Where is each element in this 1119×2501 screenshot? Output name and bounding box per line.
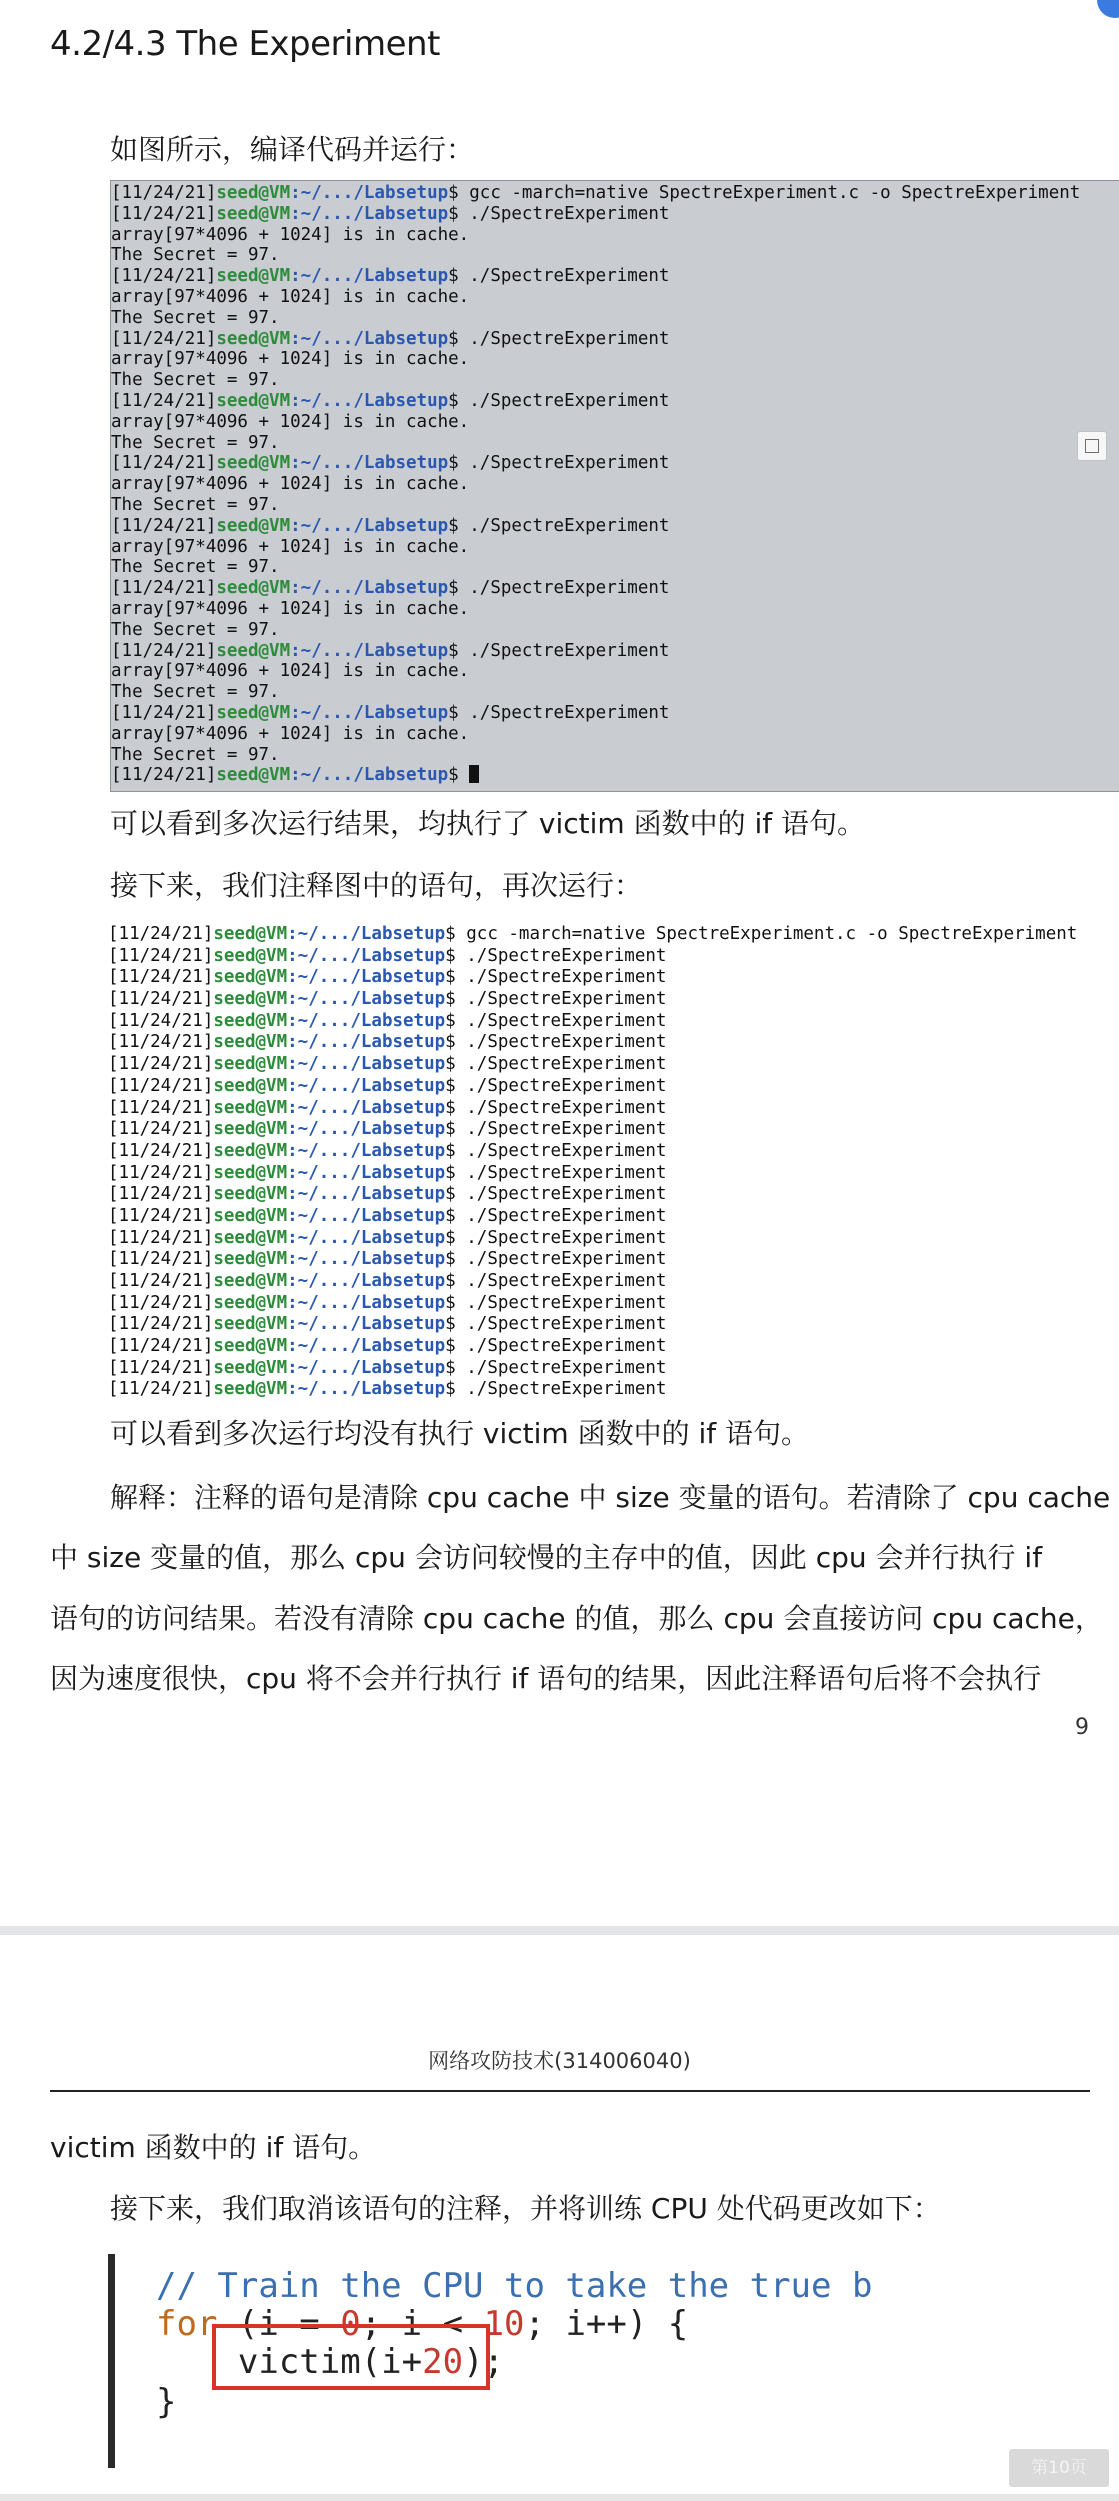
- page-divider: [0, 1926, 1119, 1935]
- prompt-user: seed@VM: [213, 1336, 288, 1357]
- prompt-user: seed@VM: [216, 453, 291, 474]
- code-line-2: for (i = 0; i < 10; i++) {: [156, 2304, 689, 2344]
- prompt-user: seed@VM: [213, 1097, 288, 1118]
- prompt-path: :~/.../Labsetup: [287, 1097, 446, 1118]
- prompt-timestamp: [11/24/21]: [108, 1140, 214, 1161]
- prompt-command: $ ./SpectreExperiment: [445, 1054, 667, 1075]
- prompt-command: $ ./SpectreExperiment: [445, 1271, 667, 1291]
- prompt-path: :~/.../Labsetup: [290, 183, 449, 203]
- terminal-prompt-line: [111, 578, 1080, 599]
- code-line-4: }: [156, 2382, 177, 2422]
- prompt-user: seed@VM: [213, 1227, 288, 1248]
- result-text-1: 可以看到多次运行结果，均执行了 victim 函数中的 if 语句。: [110, 807, 866, 840]
- prompt-command: $ ./SpectreExperiment: [445, 1227, 667, 1248]
- terminal-prompt-line: [108, 967, 1077, 989]
- prompt-path: :~/.../Labsetup: [287, 945, 446, 966]
- terminal-prompt-line: [111, 703, 1080, 724]
- prompt-command: $ ./SpectreExperiment: [445, 1292, 667, 1313]
- prompt-timestamp: [11/24/21]: [108, 924, 214, 944]
- prompt-user: seed@VM: [213, 967, 288, 988]
- terminal-output-line: array[97*4096 + 1024] is in cache.: [111, 661, 470, 682]
- result-text-2: 可以看到多次运行均没有执行 victim 函数中的 if 语句。: [110, 1417, 810, 1450]
- prompt-timestamp: [11/24/21]: [111, 702, 217, 723]
- prompt-command: $ ./SpectreExperiment: [448, 578, 670, 599]
- terminal-prompt-line: [108, 1314, 1077, 1336]
- prompt-command: $ ./SpectreExperiment: [445, 1032, 667, 1053]
- prompt-timestamp: [11/24/21]: [111, 203, 217, 224]
- prompt-user: seed@VM: [213, 1205, 288, 1226]
- prompt-command: $ ./SpectreExperiment: [445, 1162, 667, 1183]
- terminal-prompt-line: [111, 183, 1080, 204]
- terminal-prompt-line: [108, 924, 1077, 946]
- page-indicator-button[interactable]: 第10页: [1009, 2449, 1109, 2487]
- prompt-user: seed@VM: [213, 1010, 288, 1031]
- prompt-command: $ ./SpectreExperiment: [448, 203, 670, 224]
- prompt-user: seed@VM: [213, 1054, 288, 1075]
- prompt-command: $ ./SpectreExperiment: [445, 1097, 667, 1118]
- prompt-path: :~/.../Labsetup: [287, 1271, 446, 1291]
- prompt-command: $ ./SpectreExperiment: [445, 1336, 667, 1357]
- terminal-prompt-line: [108, 1228, 1077, 1250]
- prompt-path: :~/.../Labsetup: [290, 702, 449, 723]
- prompt-timestamp: [11/24/21]: [108, 1271, 214, 1291]
- running-header: 网络攻防技术(314006040): [428, 2049, 691, 2073]
- terminal-output-line: array[97*4096 + 1024] is in cache.: [111, 474, 470, 495]
- prompt-timestamp: [11/24/21]: [108, 1054, 214, 1075]
- prompt-path: :~/.../Labsetup: [287, 1140, 446, 1161]
- terminal-prompt-line: [111, 204, 1080, 225]
- terminal-prompt-line: [111, 329, 1080, 350]
- prompt-user: seed@VM: [216, 765, 291, 786]
- prompt-path: :~/.../Labsetup: [287, 1119, 446, 1140]
- prompt-command: $ ./SpectreExperiment: [445, 1379, 667, 1400]
- prompt-command: $ ./SpectreExperiment: [445, 989, 667, 1010]
- prompt-user: seed@VM: [213, 1249, 288, 1270]
- prompt-path: :~/.../Labsetup: [287, 1227, 446, 1248]
- prompt-path: :~/.../Labsetup: [287, 1379, 446, 1400]
- prompt-timestamp: [11/24/21]: [111, 266, 217, 287]
- prompt-command: $ ./SpectreExperiment: [448, 266, 670, 287]
- prompt-timestamp: [11/24/21]: [111, 578, 217, 599]
- prompt-user: seed@VM: [216, 203, 291, 224]
- prompt-path: :~/.../Labsetup: [290, 266, 449, 287]
- intro-text: 如图所示，编译代码并运行：: [110, 133, 475, 166]
- terminal-prompt-line: [108, 1141, 1077, 1163]
- prompt-user: seed@VM: [216, 266, 291, 287]
- terminal-output-line: The Secret = 97.: [111, 307, 280, 328]
- explanation-line-4: 因为速度很快，cpu 将不会并行执行 if 语句的结果，因此注释语句后将不会执行: [50, 1662, 1042, 1695]
- code-line-1: // Train the CPU to take the true b: [156, 2266, 873, 2306]
- terminal-output-line: The Secret = 97.: [111, 557, 280, 578]
- terminal-prompt-line: [108, 1336, 1077, 1358]
- bottom-edge: [0, 2494, 1119, 2501]
- prompt-timestamp: [11/24/21]: [111, 640, 217, 661]
- terminal-prompt-line: [108, 1293, 1077, 1315]
- explanation-line-3: 语句的访问结果。若没有清除 cpu cache 的值，那么 cpu 会直接访问 cpu cache，: [50, 1602, 1103, 1635]
- prompt-timestamp: [11/24/21]: [108, 1379, 214, 1400]
- prompt-timestamp: [11/24/21]: [111, 453, 217, 474]
- prompt-timestamp: [11/24/21]: [111, 765, 217, 786]
- terminal-prompt-line: [111, 765, 1080, 786]
- terminal-prompt-line: [111, 453, 1080, 474]
- terminal-output-line: The Secret = 97.: [111, 370, 280, 391]
- prompt-timestamp: [11/24/21]: [108, 1205, 214, 1226]
- terminal-prompt-line: [111, 391, 1080, 412]
- terminal-output-line: The Secret = 97.: [111, 744, 280, 765]
- terminal-output-line: array[97*4096 + 1024] is in cache.: [111, 349, 470, 370]
- prompt-command: $ ./SpectreExperiment: [448, 453, 670, 474]
- terminal-output-line: array[97*4096 + 1024] is in cache.: [111, 286, 470, 307]
- prompt-timestamp: [11/24/21]: [111, 390, 217, 411]
- prompt-command: $ ./SpectreExperiment: [445, 1119, 667, 1140]
- terminal-output-line: array[97*4096 + 1024] is in cache.: [111, 224, 470, 245]
- terminal-prompt-line: [108, 1358, 1077, 1380]
- prompt-timestamp: [11/24/21]: [108, 1314, 214, 1335]
- prompt-path: :~/.../Labsetup: [287, 1292, 446, 1313]
- prompt-path: :~/.../Labsetup: [287, 1314, 446, 1335]
- prompt-timestamp: [11/24/21]: [108, 1010, 214, 1031]
- prompt-timestamp: [11/24/21]: [108, 1162, 214, 1183]
- prompt-path: :~/.../Labsetup: [287, 924, 446, 944]
- prompt-user: seed@VM: [213, 924, 288, 944]
- code-line-3: victim(i+20);: [156, 2342, 505, 2382]
- prompt-timestamp: [11/24/21]: [108, 1119, 214, 1140]
- prompt-user: seed@VM: [213, 1271, 288, 1291]
- prompt-user: seed@VM: [216, 702, 291, 723]
- code-left-bar: [108, 2254, 115, 2468]
- corner-badge-icon[interactable]: [1097, 0, 1119, 18]
- terminal-output-line: array[97*4096 + 1024] is in cache.: [111, 598, 470, 619]
- highlight-box: [212, 2324, 490, 2390]
- next-text-2: 接下来，我们取消该语句的注释，并将训练 CPU 处代码更改如下：: [110, 2192, 941, 2225]
- prompt-path: :~/.../Labsetup: [287, 1010, 446, 1031]
- code-snippet: [108, 2254, 978, 2468]
- prompt-user: seed@VM: [213, 1357, 288, 1378]
- prompt-command: $ ./SpectreExperiment: [445, 1249, 667, 1270]
- terminal-screenshot-1: [110, 180, 1119, 792]
- terminal-cursor: [469, 765, 479, 783]
- prompt-path: :~/.../Labsetup: [287, 989, 446, 1010]
- prompt-user: seed@VM: [213, 1379, 288, 1400]
- prompt-user: seed@VM: [213, 1140, 288, 1161]
- prompt-user: seed@VM: [213, 945, 288, 966]
- prompt-path: :~/.../Labsetup: [287, 1032, 446, 1053]
- prompt-command: $ ./SpectreExperiment: [445, 967, 667, 988]
- prompt-timestamp: [11/24/21]: [108, 1097, 214, 1118]
- terminal-prompt-line: [108, 1163, 1077, 1185]
- prompt-command: $ ./SpectreExperiment: [445, 1010, 667, 1031]
- terminal-prompt-line: [108, 1119, 1077, 1141]
- prompt-command: $ ./SpectreExperiment: [445, 945, 667, 966]
- prompt-timestamp: [11/24/21]: [108, 967, 214, 988]
- terminal-screenshot-2: [108, 922, 1119, 1408]
- terminal-prompt-line: [108, 1184, 1077, 1206]
- section-heading: 4.2/4.3 The Experiment: [50, 24, 440, 64]
- prompt-timestamp: [11/24/21]: [111, 183, 217, 203]
- prompt-path: :~/.../Labsetup: [287, 1054, 446, 1075]
- prompt-path: :~/.../Labsetup: [290, 515, 449, 536]
- terminal-prompt-line: [108, 1271, 1077, 1293]
- prompt-user: seed@VM: [213, 1075, 288, 1096]
- terminal-prompt-line: [108, 1032, 1077, 1054]
- prompt-timestamp: [11/24/21]: [108, 1184, 214, 1205]
- prompt-timestamp: [11/24/21]: [108, 1357, 214, 1378]
- prompt-user: seed@VM: [213, 1162, 288, 1183]
- prompt-command: $ ./SpectreExperiment: [448, 640, 670, 661]
- terminal-output-line: The Secret = 97.: [111, 682, 280, 703]
- prompt-user: seed@VM: [213, 989, 288, 1010]
- terminal-output-line: The Secret = 97.: [111, 245, 280, 266]
- terminal-prompt-line: [108, 1206, 1077, 1228]
- terminal-lines: [111, 183, 1080, 786]
- prompt-path: :~/.../Labsetup: [287, 1205, 446, 1226]
- prompt-command: $ ./SpectreExperiment: [445, 1184, 667, 1205]
- prompt-path: :~/.../Labsetup: [287, 967, 446, 988]
- prompt-path: :~/.../Labsetup: [290, 640, 449, 661]
- prompt-command: $ ./SpectreExperiment: [448, 328, 670, 349]
- terminal-prompt-line: [111, 266, 1080, 287]
- next-text: 接下来，我们注释图中的语句，再次运行：: [110, 869, 643, 902]
- prompt-user: seed@VM: [216, 183, 291, 203]
- prompt-path: :~/.../Labsetup: [287, 1075, 446, 1096]
- prompt-path: :~/.../Labsetup: [290, 453, 449, 474]
- prompt-command: $ gcc -march=native SpectreExperiment.c -o SpectreExperiment: [448, 183, 1081, 203]
- prompt-command: $ ./SpectreExperiment: [448, 515, 670, 536]
- terminal-prompt-line: [108, 989, 1077, 1011]
- prompt-timestamp: [11/24/21]: [108, 1336, 214, 1357]
- terminal-prompt-line: [108, 1054, 1077, 1076]
- prompt-path: :~/.../Labsetup: [287, 1162, 446, 1183]
- prompt-command: $ ./SpectreExperiment: [445, 1314, 667, 1335]
- prompt-timestamp: [11/24/21]: [108, 1249, 214, 1270]
- prompt-path: :~/.../Labsetup: [290, 578, 449, 599]
- prompt-timestamp: [11/24/21]: [108, 945, 214, 966]
- continuation-text: victim 函数中的 if 语句。: [50, 2131, 377, 2164]
- terminal-output-line: array[97*4096 + 1024] is in cache.: [111, 723, 470, 744]
- prompt-user: seed@VM: [216, 390, 291, 411]
- terminal-lines: [108, 924, 1077, 1401]
- terminal-output-line: The Secret = 97.: [111, 432, 280, 453]
- prompt-command: $ gcc -march=native SpectreExperiment.c -o SpectreExperiment: [445, 924, 1078, 944]
- terminal-output-line: array[97*4096 + 1024] is in cache.: [111, 411, 470, 432]
- prompt-path: :~/.../Labsetup: [287, 1336, 446, 1357]
- terminal-prompt-line: [108, 1379, 1077, 1401]
- prompt-user: seed@VM: [213, 1314, 288, 1335]
- prompt-timestamp: [11/24/21]: [108, 989, 214, 1010]
- terminal-prompt-line: [111, 516, 1080, 537]
- prompt-timestamp: [11/24/21]: [108, 1075, 214, 1096]
- terminal-prompt-line: [108, 1249, 1077, 1271]
- prompt-user: seed@VM: [213, 1032, 288, 1053]
- terminal-output-line: The Secret = 97.: [111, 494, 280, 515]
- prompt-command: $ ./SpectreExperiment: [445, 1140, 667, 1161]
- prompt-path: :~/.../Labsetup: [290, 390, 449, 411]
- prompt-user: seed@VM: [213, 1119, 288, 1140]
- prompt-timestamp: [11/24/21]: [108, 1292, 214, 1313]
- prompt-command: $ ./SpectreExperiment: [445, 1075, 667, 1096]
- prompt-command: $ ./SpectreExperiment: [448, 702, 670, 723]
- prompt-path: :~/.../Labsetup: [290, 328, 449, 349]
- prompt-user: seed@VM: [216, 328, 291, 349]
- prompt-timestamp: [11/24/21]: [111, 328, 217, 349]
- prompt-command: $: [448, 765, 470, 786]
- prompt-path: :~/.../Labsetup: [290, 765, 449, 786]
- terminal-output-line: array[97*4096 + 1024] is in cache.: [111, 536, 470, 557]
- prompt-path: :~/.../Labsetup: [290, 203, 449, 224]
- prompt-user: seed@VM: [213, 1292, 288, 1313]
- explanation-line-1: 解释：注释的语句是清除 cpu cache 中 size 变量的语句。若清除了 cpu cache: [110, 1481, 1111, 1514]
- terminal-prompt-line: [108, 1076, 1077, 1098]
- prompt-timestamp: [11/24/21]: [108, 1032, 214, 1053]
- terminal-output-line: The Secret = 97.: [111, 619, 280, 640]
- prompt-user: seed@VM: [216, 515, 291, 536]
- prompt-command: $ ./SpectreExperiment: [448, 390, 670, 411]
- prompt-command: $ ./SpectreExperiment: [445, 1357, 667, 1378]
- terminal-prompt-line: [108, 1011, 1077, 1033]
- prompt-command: $ ./SpectreExperiment: [445, 1205, 667, 1226]
- prompt-timestamp: [11/24/21]: [108, 1227, 214, 1248]
- prompt-user: seed@VM: [216, 578, 291, 599]
- terminal-prompt-line: [108, 946, 1077, 968]
- terminal-prompt-line: [108, 1098, 1077, 1120]
- prompt-timestamp: [11/24/21]: [111, 515, 217, 536]
- header-rule: [50, 2090, 1090, 2092]
- prompt-user: seed@VM: [216, 640, 291, 661]
- image-viewer-icon[interactable]: [1077, 431, 1107, 461]
- prompt-path: :~/.../Labsetup: [287, 1249, 446, 1270]
- prompt-path: :~/.../Labsetup: [287, 1357, 446, 1378]
- prompt-user: seed@VM: [213, 1184, 288, 1205]
- explanation-line-2: 中 size 变量的值，那么 cpu 会访问较慢的主存中的值，因此 cpu 会并行执行 if: [50, 1541, 1043, 1574]
- terminal-prompt-line: [111, 641, 1080, 662]
- prompt-path: :~/.../Labsetup: [287, 1184, 446, 1205]
- page-number: 9: [1075, 1715, 1089, 1740]
